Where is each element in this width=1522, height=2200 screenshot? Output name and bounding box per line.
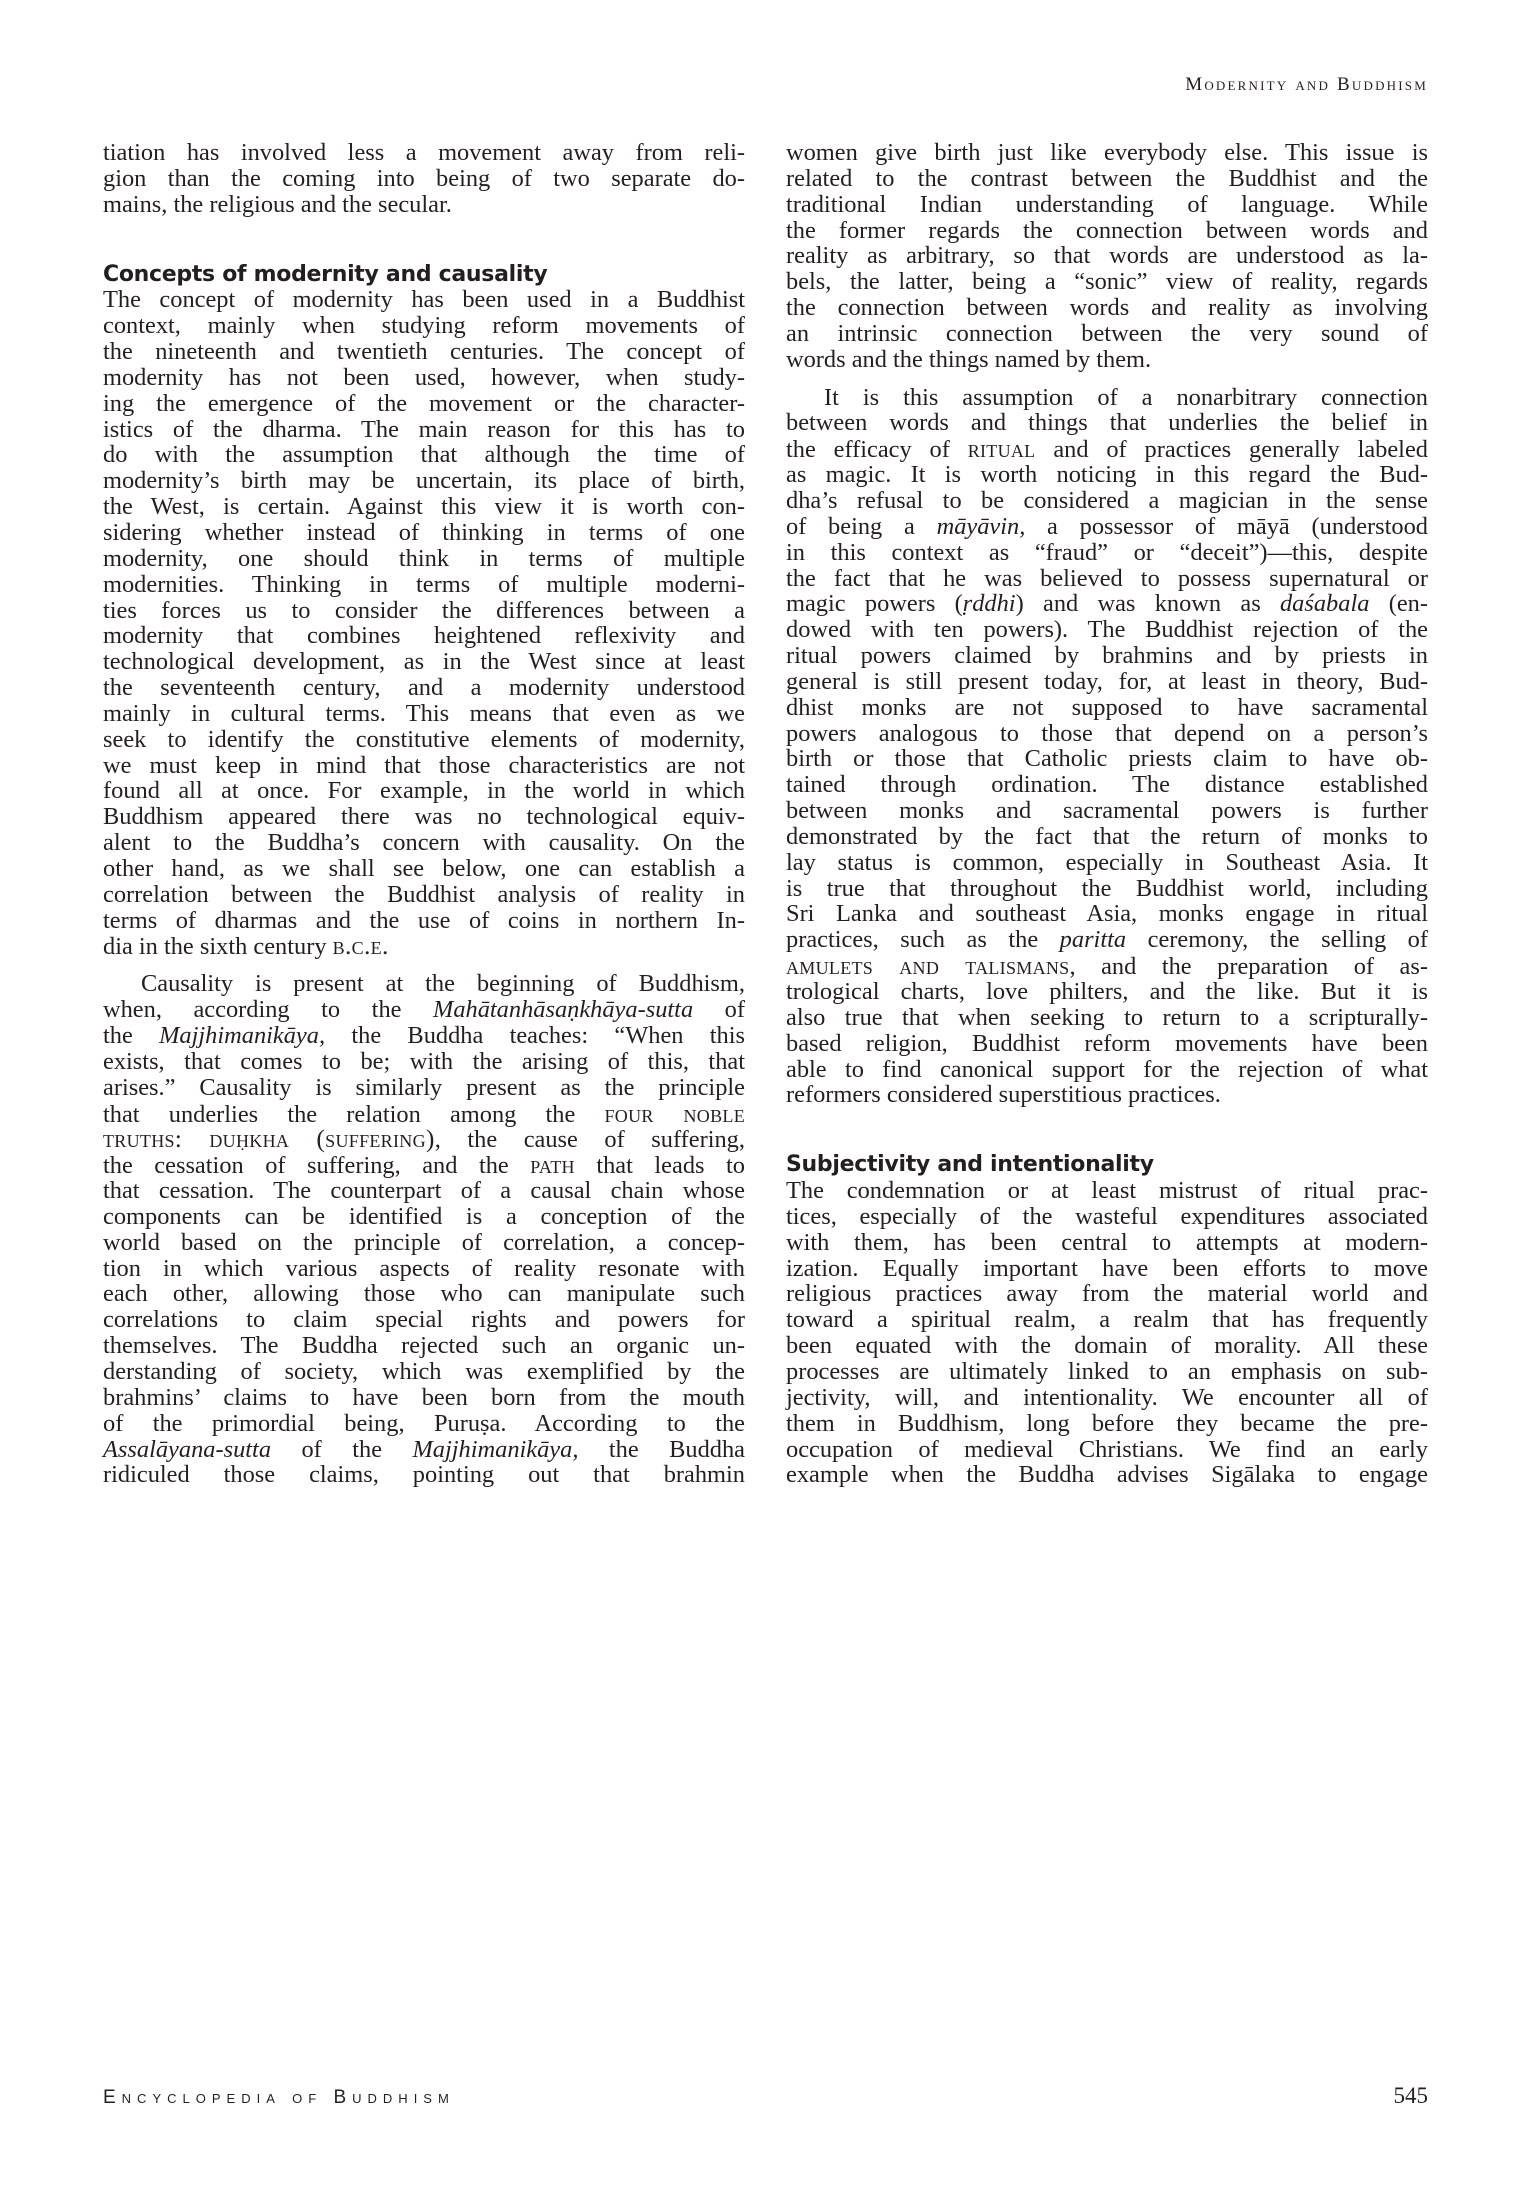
text-line: mainly in cultural terms. This means that even as we (103, 699, 745, 727)
text-run: of (693, 996, 745, 1024)
text-run: that leads to (574, 1152, 745, 1180)
text-line: world based on the principle of correlation, a concep- (103, 1228, 745, 1256)
text-line: dhist monks are not supposed to have sacramental (786, 693, 1428, 721)
text-line: processes are ultimately linked to an emphasis on sub- (786, 1357, 1428, 1385)
text-run: , and the preparation of as- (1069, 953, 1428, 981)
small-caps-term: b.c.e. (332, 931, 389, 961)
text-line (786, 927, 1428, 953)
text-line: an intrinsic connection between the very sound of (786, 319, 1428, 347)
text-run: practices, such as the (786, 926, 1060, 954)
paragraph-modernity (103, 287, 745, 959)
text-line: traditional Indian understanding of language. While (786, 190, 1428, 218)
text-line: example when the Buddha advises Sigālaka to engage (786, 1461, 1428, 1489)
text-line: we must keep in mind that those characteristics are not (103, 751, 745, 779)
running-head: Modernity and Buddhism (1185, 74, 1428, 95)
text-run: of being a (786, 512, 937, 540)
cross-reference-link[interactable]: truths: duḥkha (suffering) (103, 1124, 435, 1154)
text-line (786, 953, 1428, 979)
text-run: the Buddha teaches: “When this (325, 1022, 745, 1049)
text-line: ization. Equally important have been efforts to move (786, 1254, 1428, 1282)
text-line (103, 1023, 745, 1049)
text-line: Causality is present at the beginning of Buddhism, (141, 970, 745, 998)
text-run: magic powers ( (786, 590, 963, 618)
footer-book-title: Encyclopedia of Buddhism (103, 2087, 455, 2108)
text-line: modernity’s birth may be uncertain, its place of birth, (103, 467, 745, 495)
text-line: context, mainly when studying reform movements of (103, 312, 745, 340)
text-line: arises.” Causality is similarly present as the principle (103, 1073, 745, 1101)
text-line: trological charts, love philters, and the like. But it is (786, 978, 1428, 1005)
cross-reference-link[interactable]: four noble (604, 1098, 745, 1128)
section-heading-subjectivity: Subjectivity and intentionality (786, 1152, 1154, 1178)
text-line: Sri Lanka and southeast Asia, monks engage in ritual (786, 900, 1428, 928)
text-line: general is still present today, for, at least in theory, Bud- (786, 667, 1428, 695)
italic-term: Mahātanhāsaṇkhāya-sutta (433, 996, 694, 1024)
text-line: themselves. The Buddha rejected such an organic un- (103, 1332, 745, 1360)
text-run: ) and was known as (1015, 590, 1280, 618)
text-line (103, 1437, 745, 1463)
text-line: seek to identify the constitutive elements of modernity, (103, 725, 745, 753)
text-run: the (103, 1022, 160, 1049)
text-line: The concept of modernity has been used in a Buddhist (103, 286, 745, 314)
text-line: as magic. It is worth noticing in this regard the Bud- (786, 461, 1428, 489)
text-line: the former regards the connection between words and (786, 216, 1428, 244)
text-line: modernity that combines heightened reflexivity and (103, 622, 745, 650)
text-run: a possessor of māyā (understood (1025, 512, 1429, 540)
text-line: the connection between words and reality as involving (786, 294, 1428, 322)
text-line: exists, that comes to be; with the arising of this, that (103, 1047, 745, 1075)
italic-term: Assalāyana-sutta (103, 1435, 272, 1463)
text-line: of the primordial being, Puruṣa. According to the (103, 1409, 745, 1437)
text-line: with them, has been central to attempts at modern- (786, 1228, 1428, 1256)
text-line: them in Buddhism, long before they became the pre- (786, 1409, 1428, 1437)
text-line: the seventeenth century, and a modernity understood (103, 674, 745, 702)
text-line: demonstrated by the fact that the return of monks to (786, 822, 1428, 850)
text-line: technological development, as in the West since at least (103, 648, 745, 676)
text-line (103, 1126, 745, 1152)
text-line: the nineteenth and twentieth centuries. The concept of (103, 338, 745, 366)
text-line: also true that when seeking to return to a scripturally- (786, 1003, 1428, 1031)
paragraph-subjectivity (786, 1178, 1428, 1488)
text-line: toward a spiritual realm, a realm that has frequently (786, 1306, 1428, 1334)
text-line: brahmins’ claims to have been born from the mouth (103, 1383, 745, 1411)
paragraph-ritual (786, 385, 1428, 1109)
text-line: tices, especially of the wasteful expenditures associated (786, 1202, 1428, 1230)
text-line: Buddhism appeared there was no technological equiv- (103, 803, 745, 831)
text-line: do with the assumption that although the time of (103, 441, 745, 469)
text-line: religious practices away from the material world and (786, 1280, 1428, 1308)
text-line: The condemnation or at least mistrust of ritual prac- (786, 1177, 1428, 1205)
text-line (786, 436, 1428, 462)
text-line: other hand, as we shall see below, one can establish a (103, 854, 745, 882)
text-line: modernity has not been used, however, when study- (103, 363, 745, 391)
paragraph-continuation (103, 140, 745, 218)
italic-term: Majjhimanikāya, (412, 1435, 579, 1463)
text-line: terms of dharmas and the use of coins in northern In- (103, 906, 745, 934)
text-line: words and the things named by them. (786, 345, 1152, 373)
text-run: dia in the sixth century (103, 933, 333, 961)
text-line: based religion, Buddhist reform movements have been (786, 1029, 1428, 1057)
left-column (103, 140, 745, 1488)
italic-term: daśabala (1279, 590, 1370, 618)
cross-reference-link[interactable]: amulets and talismans (786, 951, 1070, 981)
text-line: modernities. Thinking in terms of multiple moderni- (103, 570, 745, 598)
cross-reference-link[interactable]: ritual (967, 434, 1036, 464)
text-line: the fact that he was believed to possess supernatural or (786, 564, 1428, 592)
text-run: (en- (1369, 590, 1428, 618)
italic-term: paritta (1059, 926, 1127, 954)
text-line: ridiculed those claims, pointing out that brahmin (103, 1461, 745, 1489)
text-line: gion than the coming into being of two separate do- (103, 164, 745, 192)
text-line: jectivity, will, and intentionality. We encounter all of (786, 1383, 1428, 1411)
text-line: mains, the religious and the secular. (103, 190, 452, 218)
text-line: correlations to claim special rights and powers for (103, 1306, 745, 1334)
page-number: 545 (1393, 2083, 1428, 2108)
text-run: ceremony, the selling of (1126, 926, 1428, 954)
text-line: the West, is certain. Against this view it is worth con- (103, 493, 745, 521)
text-line: related to the contrast between the Buddhist and the (786, 164, 1428, 192)
text-run: the efficacy of (786, 436, 968, 464)
text-line: is true that throughout the Buddhist world, including (786, 874, 1428, 902)
text-run: , the cause of suffering, (434, 1126, 745, 1154)
text-line: reality as arbitrary, so that words are understood as la- (786, 242, 1428, 270)
text-line: alent to the Buddha’s concern with causality. On the (103, 829, 745, 857)
text-line (786, 591, 1428, 617)
text-line (103, 1098, 745, 1128)
text-line: lay status is common, especially in Southeast Asia. It (786, 848, 1428, 876)
text-line: ritual powers claimed by brahmins and by priests in (786, 642, 1428, 670)
text-line (103, 1152, 745, 1178)
text-line: tion in which various aspects of reality resonate with (103, 1254, 745, 1282)
text-line: It is this assumption of a nonarbitrary connection (824, 383, 1428, 411)
text-line: reformers considered superstitious practices. (786, 1081, 1221, 1109)
italic-term: māyāvin, (936, 512, 1026, 540)
text-line: tained through ordination. The distance established (786, 771, 1428, 799)
text-line: occupation of medieval Christians. We find an early (786, 1435, 1428, 1463)
text-line: women give birth just like everybody else. This issue is (786, 139, 1428, 166)
text-line: bels, the latter, being a “sonic” view of reality, regards (786, 268, 1428, 296)
text-line: correlation between the Buddhist analysis of reality in (103, 880, 745, 908)
text-line: between words and things that underlies the belief in (786, 409, 1428, 437)
text-line: birth or those that Catholic priests claim to have ob- (786, 745, 1428, 773)
text-line: between monks and sacramental powers is further (786, 797, 1428, 825)
text-line (103, 997, 745, 1023)
paragraph-language (786, 140, 1428, 373)
text-line: that cessation. The counterpart of a causal chain whose (103, 1177, 745, 1205)
text-line: components can be identified is a conception of the (103, 1202, 745, 1230)
text-line: found all at once. For example, in the world in which (103, 777, 745, 805)
section-heading-concepts: Concepts of modernity and causality (103, 261, 548, 287)
text-line (103, 933, 745, 959)
text-run: and of practices generally labeled (1035, 436, 1428, 464)
text-run: the cessation of suffering, and the (103, 1152, 531, 1180)
text-line: tiation has involved less a movement away from reli- (103, 139, 745, 166)
cross-reference-link[interactable]: path (530, 1150, 575, 1180)
text-line (786, 514, 1428, 540)
text-run: the Buddha (578, 1435, 745, 1463)
text-line: powers analogous to those that depend on a person’s (786, 719, 1428, 747)
text-line: ing the emergence of the movement or the character- (103, 389, 745, 417)
text-line: dha’s refusal to be considered a magician in the sense (786, 486, 1428, 514)
paragraph-causality (103, 971, 745, 1488)
text-line: derstanding of society, which was exemplified by the (103, 1357, 745, 1385)
text-run: when, according to the (103, 996, 433, 1024)
text-line: modernity, one should think in terms of multiple (103, 544, 745, 572)
text-line: dowed with ten powers). The Buddhist rejection of the (786, 616, 1428, 644)
right-column (786, 140, 1428, 1488)
text-line: sidering whether instead of thinking in terms of one (103, 518, 745, 546)
italic-term: ṛddhi (962, 590, 1016, 618)
text-line: in this context as “fraud” or “deceit”)—this, despite (786, 538, 1428, 566)
text-line: able to find canonical support for the rejection of what (786, 1055, 1428, 1083)
text-line: each other, allowing those who can manipulate such (103, 1280, 745, 1308)
italic-term: Majjhimanikāya, (159, 1022, 326, 1049)
text-line: ties forces us to consider the differences between a (103, 596, 745, 624)
text-run: that underlies the relation among the (103, 1100, 605, 1128)
text-run: of the (271, 1435, 413, 1463)
text-line: been equated with the domain of morality. All these (786, 1332, 1428, 1360)
text-line: istics of the dharma. The main reason for this has to (103, 415, 745, 443)
